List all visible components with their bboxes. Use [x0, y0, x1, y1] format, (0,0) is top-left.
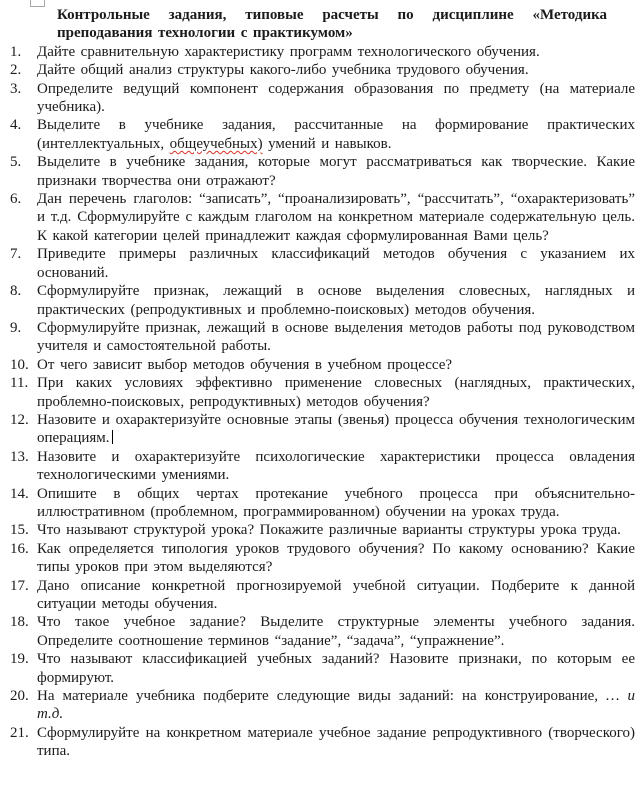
list-item	[10, 153, 635, 190]
item-text	[37, 357, 452, 373]
misspelled-word: общеучебных)	[169, 135, 263, 152]
list-item	[10, 650, 635, 687]
item-number: 2.	[10, 62, 22, 79]
item-number: 18.	[10, 614, 29, 631]
item-number: 8.	[10, 283, 22, 300]
text-segment: На материале учебника подберите следующие виды заданий: на конструирование,	[37, 688, 607, 705]
list-item	[10, 190, 635, 245]
text-segment: Что называют структурой урока? Покажите различные варианты структуры урока труда.	[37, 522, 621, 539]
text-segment: При каких условиях эффективно применение словесных (наглядных, практических, проблемно-поисковых, репродуктивных) методов обучения?	[37, 375, 635, 410]
item-text	[37, 191, 635, 244]
text-segment: Определите ведущий компонент содержания образования по предмету (на материале учебника).	[37, 80, 635, 116]
item-number: 3.	[10, 80, 22, 97]
item-number: 6.	[10, 191, 22, 208]
list-item	[10, 80, 635, 117]
text-segment: Дайте сравнительную характеристику программ технологического обучения.	[37, 43, 540, 60]
list-item	[10, 374, 635, 411]
list-item	[10, 116, 635, 153]
item-text	[37, 320, 635, 354]
item-number: 21.	[10, 724, 29, 741]
list-item	[10, 521, 635, 539]
text-segment: умений и навыков.	[262, 135, 392, 152]
text-segment: От чего зависит выбор методов обучения в учебном процессе?	[37, 356, 453, 373]
text-segment: Выделите в учебнике задания, которые могут рассматриваться как творческие. Какие признаки творчества они отражают?	[37, 154, 635, 189]
list-item	[10, 577, 635, 614]
text-segment: Сформулируйте признак, лежащий в основе выделения методов работы под руководством учителя и самостоятельной работы.	[37, 319, 635, 355]
text-segment: Сформулируйте на конкретном материале учебное задание репродуктивного (творческого) типа.	[37, 724, 635, 760]
list-item	[10, 245, 635, 282]
item-text	[37, 44, 540, 60]
item-number: 19.	[10, 651, 29, 668]
text-segment: Дано описание конкретной прогнозируемой учебной ситуации. Подберите к данной ситуации методы обучения.	[37, 577, 635, 612]
list-item	[10, 540, 635, 577]
item-text	[37, 486, 635, 520]
item-text	[37, 578, 635, 612]
item-text	[37, 81, 635, 115]
list-item	[10, 43, 635, 61]
item-text	[37, 62, 529, 78]
text-segment: Приведите примеры различных классификаций методов обучения с указанием их оснований.	[37, 246, 635, 281]
item-number: 11.	[10, 375, 29, 392]
item-number: 1.	[10, 43, 22, 60]
text-segment: Как определяется типология уроков трудового обучения? По какому основанию? Какие типы уроков при этом выделяются?	[37, 540, 635, 576]
item-text	[37, 412, 635, 446]
clipped-table-cell	[30, 0, 45, 7]
text-segment: Что такое учебное задание? Выделите структурные элементы учебного задания. Определите соотношение терминов “задание”, “задача”, “упражнение”.	[37, 614, 635, 649]
item-text	[37, 375, 635, 409]
text-segment: Дан перечень глаголов: “записать”, “проанализировать”, “рассчитать”, “охарактеризовать” и т.д. Сформулируйте с каждым глаголом на конкретном материале содержательную цель. К какой категории целей принадлежит каждая сформулированная Вами цель?	[37, 191, 635, 244]
item-text	[37, 522, 621, 538]
item-number: 20.	[10, 688, 29, 705]
item-text	[37, 117, 635, 151]
text-segment: Выделите в учебнике задания, рассчитанные на формирование практических (интеллектуальных,	[37, 117, 635, 152]
list-item	[10, 687, 635, 724]
item-number: 16.	[10, 540, 29, 557]
text-segment: Сформулируйте признак, лежащий в основе выделения словесных, наглядных и практических (репродуктивных и проблемно-поисковых) методов обучения.	[37, 283, 635, 318]
item-number: 9.	[10, 319, 22, 336]
item-number: 12.	[10, 411, 29, 428]
item-number: 4.	[10, 117, 22, 134]
question-list	[10, 43, 635, 761]
list-item	[10, 282, 635, 319]
text-segment: Назовите и охарактеризуйте основные этапы (звенья) процесса обучения технологическим операциям.	[37, 411, 635, 447]
item-number: 7.	[10, 246, 22, 263]
text-segment: … и т.д.	[37, 688, 636, 723]
item-number: 10.	[10, 356, 29, 373]
list-item	[10, 485, 635, 522]
item-text	[37, 154, 635, 188]
item-text	[37, 541, 635, 575]
text-cursor	[112, 430, 113, 444]
list-item	[10, 319, 635, 356]
text-segment: Назовите и охарактеризуйте психологические характеристики процесса овладения технологическими умениями.	[37, 448, 635, 484]
item-text	[37, 614, 635, 648]
item-number: 17.	[10, 577, 29, 594]
item-text	[37, 688, 635, 722]
list-item	[10, 724, 635, 761]
item-number: 14.	[10, 485, 29, 502]
item-text	[37, 246, 635, 280]
list-item	[10, 411, 635, 448]
list-item	[10, 356, 635, 374]
list-item	[10, 613, 635, 650]
list-item	[10, 448, 635, 485]
item-text	[37, 283, 635, 317]
item-number: 15.	[10, 522, 29, 539]
document-title-line2: преподавания технологии с практикумом»	[57, 25, 353, 42]
item-number: 13.	[10, 448, 29, 465]
text-segment: Опишите в общих чертах протекание учебного процесса при объяснительно-иллюстративном (проблемном, программированном) обучении на уроках труда.	[37, 485, 635, 520]
document-title	[57, 6, 607, 43]
text-segment: Что называют классификацией учебных заданий? Назовите признаки, по которым ее формируют.	[37, 651, 635, 686]
list-item	[10, 61, 635, 79]
text-segment: Дайте общий анализ структуры какого-либо учебника трудового обучения.	[37, 62, 529, 79]
item-text	[37, 651, 635, 685]
item-number: 5.	[10, 154, 22, 171]
item-text	[37, 449, 635, 483]
item-text	[37, 725, 635, 759]
document-title-line1: Контрольные задания, типовые расчеты по дисциплине «Методика	[57, 7, 607, 23]
